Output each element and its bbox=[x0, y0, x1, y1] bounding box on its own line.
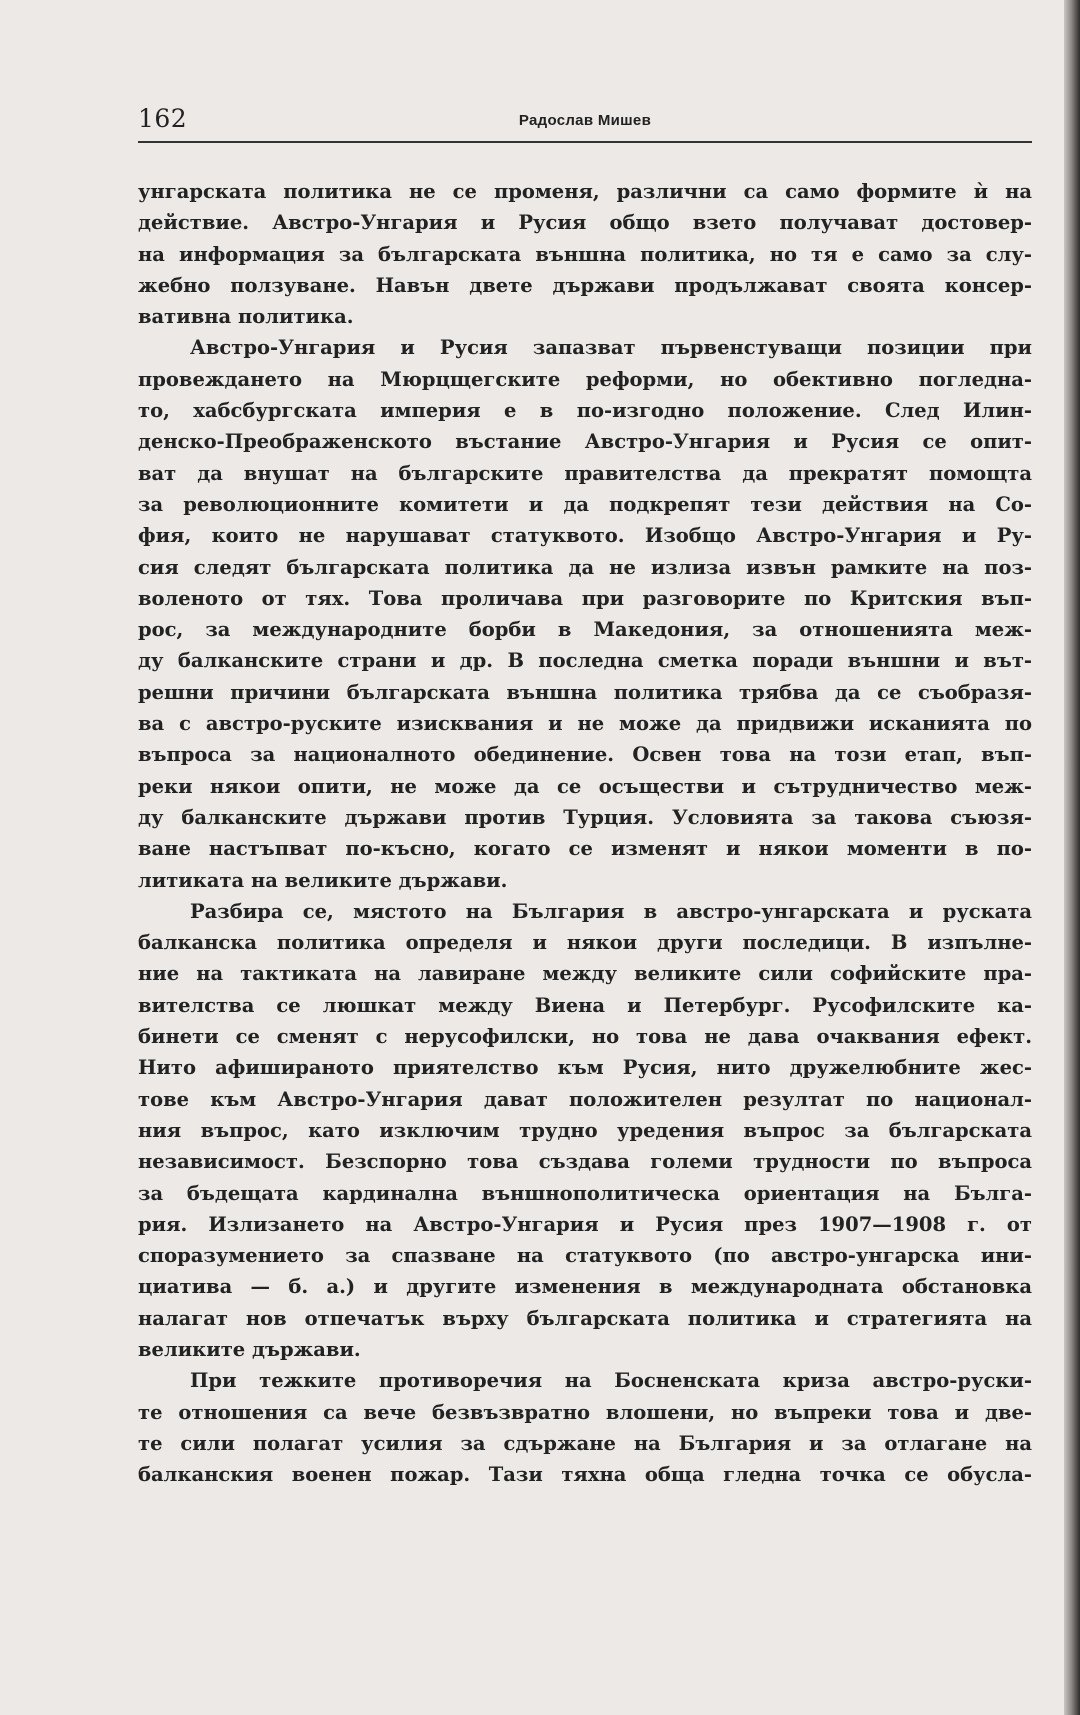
text-line: циатива — б. а.) и другите изменения в международната обстановка bbox=[138, 1275, 1032, 1299]
text-line: сия следят българската политика да не излиза извън рамките на поз- bbox=[138, 555, 1032, 579]
running-head-author: Радослав Мишев bbox=[518, 112, 652, 129]
text-line: фия, които не нарушават статуквото. Изобщо Австро-Унгария и Ру- bbox=[138, 524, 1032, 548]
body-text bbox=[138, 176, 1032, 1490]
text-line: действие. Австро-Унгария и Русия общо взето получават достовер- bbox=[138, 211, 1032, 235]
text-line: вителства се люшкат между Виена и Петербург. Русофилските ка- bbox=[138, 993, 1032, 1017]
page-header bbox=[138, 100, 1032, 140]
page-edge-shadow bbox=[1064, 0, 1080, 1715]
text-line: бинети се сменят с нерусофилски, но това не дава очаквания ефект. bbox=[138, 1025, 1032, 1049]
text-line: провеждането на Мюрцщегските реформи, но обективно погледна- bbox=[138, 367, 1032, 391]
header-rule bbox=[138, 141, 1032, 143]
text-line: вативна политика. bbox=[138, 305, 354, 329]
text-line: за бъдещата кардинална външнополитическа ориентация на Бълга- bbox=[138, 1181, 1032, 1205]
paragraph bbox=[138, 332, 1032, 895]
text-line: на информация за българската външна политика, но тя е само за слу- bbox=[138, 242, 1032, 266]
text-line: решни причини българската външна политика трябва да се съобразя- bbox=[138, 680, 1032, 704]
text-line: рос, за международните борби в Македония, за отношенията меж- bbox=[138, 618, 1032, 642]
text-line: ду балканските страни и др. В последна сметка поради външни и вът- bbox=[138, 649, 1032, 673]
text-line: Разбира се, мястото на България в австро-унгарската и руската bbox=[190, 899, 1032, 923]
paragraph bbox=[138, 1365, 1032, 1490]
text-line: Австро-Унгария и Русия запазват първенстуващи позиции при bbox=[190, 336, 1032, 360]
text-line: те сили полагат усилия за сдържане на България и за отлагане на bbox=[138, 1431, 1032, 1455]
text-line: налагат нов отпечатък върху българската политика и стратегията на bbox=[138, 1306, 1032, 1330]
text-line: ва с австро-руските изисквания и не може да придвижи исканията по bbox=[138, 712, 1032, 736]
text-line: унгарската политика не се променя, различни са само формите ѝ на bbox=[138, 180, 1032, 203]
text-line: литиката на великите държави. bbox=[138, 868, 508, 892]
paragraph bbox=[138, 176, 1032, 332]
text-line: денско-Преображенското въстание Австро-Унгария и Русия се опит- bbox=[138, 430, 1032, 454]
text-line: ние на тактиката на лавиране между великите сили софийските пра- bbox=[138, 962, 1032, 986]
text-line: реки някои опити, не може да се осъществи и сътрудничество меж- bbox=[138, 774, 1032, 798]
paragraph bbox=[138, 896, 1032, 1365]
text-line: ват да внушат на българските правителства да прекратят помощта bbox=[138, 461, 1032, 485]
text-line: воленото от тях. Това проличава при разговорите по Критския въп- bbox=[138, 586, 1032, 610]
text-line: балканския военен пожар. Тази тяхна обща гледна точка се обусла- bbox=[138, 1463, 1032, 1487]
text-line: балканска политика определя и някои други последици. В изпълне- bbox=[138, 931, 1032, 955]
text-line: те отношения са вече безвъзвратно влошени, но въпреки това и две- bbox=[138, 1400, 1032, 1424]
text-line: независимост. Безспорно това създава големи трудности по въпроса bbox=[138, 1150, 1032, 1174]
text-line: тове към Австро-Унгария дават положителен резултат по национал- bbox=[138, 1087, 1032, 1111]
text-line: рия. Излизането на Австро-Унгария и Русия през 1907—1908 г. от bbox=[138, 1212, 1032, 1236]
text-line: за революционните комитети и да подкрепят тези действия на Со- bbox=[138, 492, 1032, 516]
text-line: жебно ползуване. Навън двете държави продължават своята консер- bbox=[138, 273, 1032, 297]
text-line: великите държави. bbox=[138, 1337, 361, 1361]
text-line: При тежките противоречия на Босненската криза австро-руски- bbox=[190, 1369, 1032, 1393]
text-line: то, хабсбургската империя е в по-изгодно положение. След Илин- bbox=[138, 399, 1032, 423]
page-number: 162 bbox=[138, 104, 188, 133]
text-line: ду балканските държави против Турция. Условията за такова съюзя- bbox=[138, 805, 1032, 829]
text-line: Нито афишираното приятелство към Русия, нито дружелюбните жес- bbox=[138, 1056, 1032, 1080]
text-line: ния въпрос, като изключим трудно уредения въпрос за българската bbox=[138, 1118, 1032, 1142]
text-line: въпроса за националното обединение. Освен това на този етап, въп- bbox=[138, 743, 1032, 767]
text-line: ване настъпват по-късно, когато се изменят и някои моменти в по- bbox=[138, 837, 1032, 861]
text-line: споразумението за спазване на статуквото (по австро-унгарска ини- bbox=[138, 1244, 1032, 1268]
